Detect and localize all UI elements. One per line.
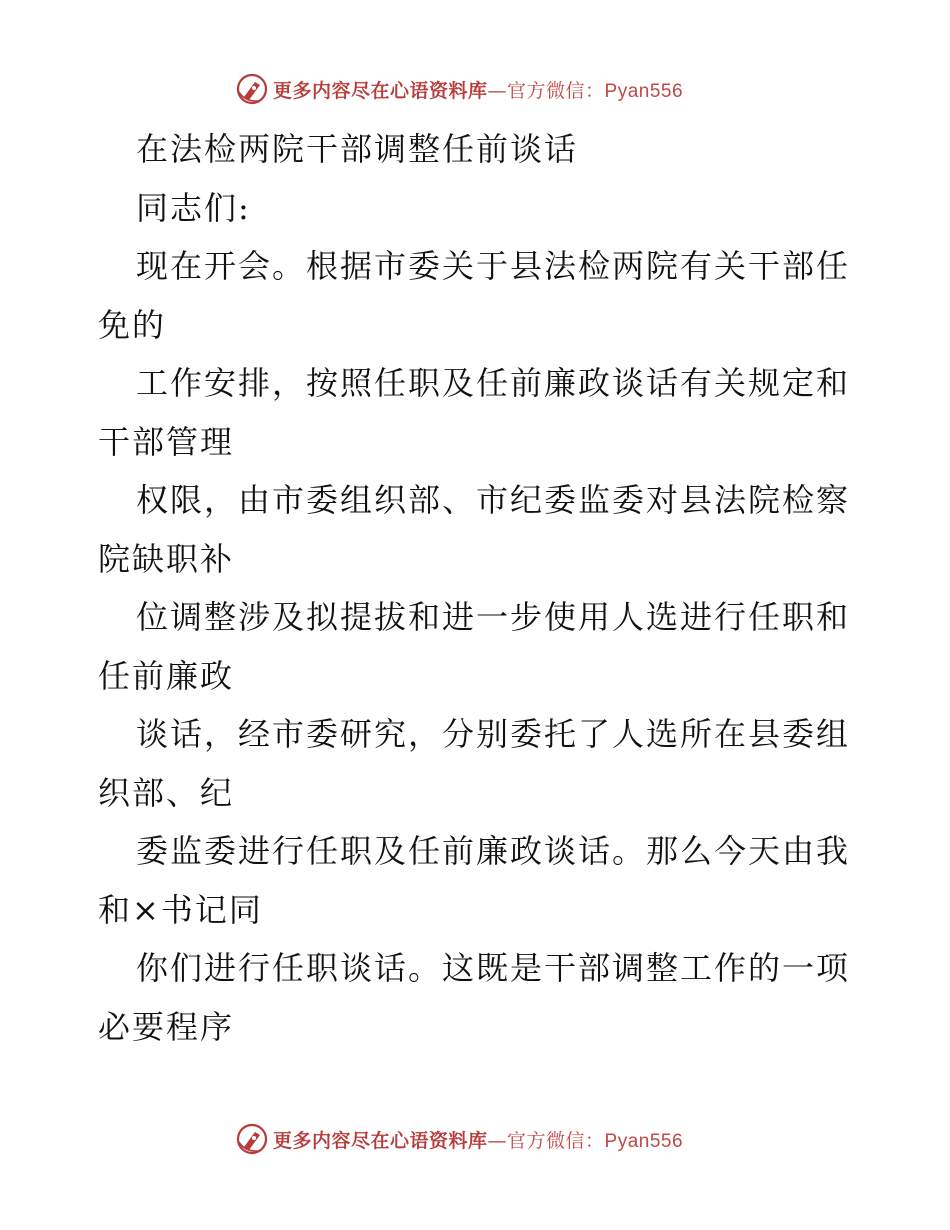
paragraph-line: 院缺职补: [98, 539, 235, 578]
pen-nib-logo-icon: [235, 1122, 269, 1156]
paragraph-line: 任前廉政: [98, 656, 235, 695]
document-title: 在法检两院干部调整任前谈话: [136, 130, 579, 168]
paragraph-line: 谈话，经市委研究，分别委托了人选所在县委组: [136, 715, 851, 753]
header-watermark: [235, 72, 683, 106]
watermark-text: 更多内容尽在心语资料库—官方微信：Pyan556: [273, 79, 684, 102]
paragraph-line: 你们进行任职谈话。这既是干部调整工作的一项: [136, 949, 851, 987]
paragraph-line: 位调整涉及拟提拔和进一步使用人选进行任职和: [136, 598, 851, 636]
paragraph-line: 干部管理: [98, 422, 235, 461]
paragraph-line: 现在开会。根据市委关于县法检两院有关干部任: [136, 247, 851, 285]
paragraph-line: 委监委进行任职及任前廉政谈话。那么今天由我: [136, 832, 851, 870]
watermark-text: 更多内容尽在心语资料库—官方微信：Pyan556: [273, 1129, 684, 1152]
paragraph-line: 工作安排，按照任职及任前廉政谈话有关规定和: [136, 364, 851, 402]
greeting: 同志们:: [136, 188, 251, 227]
paragraph-line: 权限，由市委组织部、市纪委监委对县法院检察: [136, 481, 851, 519]
paragraph-line: 和×书记同: [98, 890, 263, 929]
footer-watermark: [235, 1122, 683, 1156]
paragraph-line: 必要程序: [98, 1007, 235, 1046]
paragraph-line: 织部、纪: [98, 773, 235, 812]
document-body: [98, 120, 858, 1056]
pen-nib-logo-icon: [235, 72, 269, 106]
paragraph-line: 免的: [98, 305, 167, 344]
